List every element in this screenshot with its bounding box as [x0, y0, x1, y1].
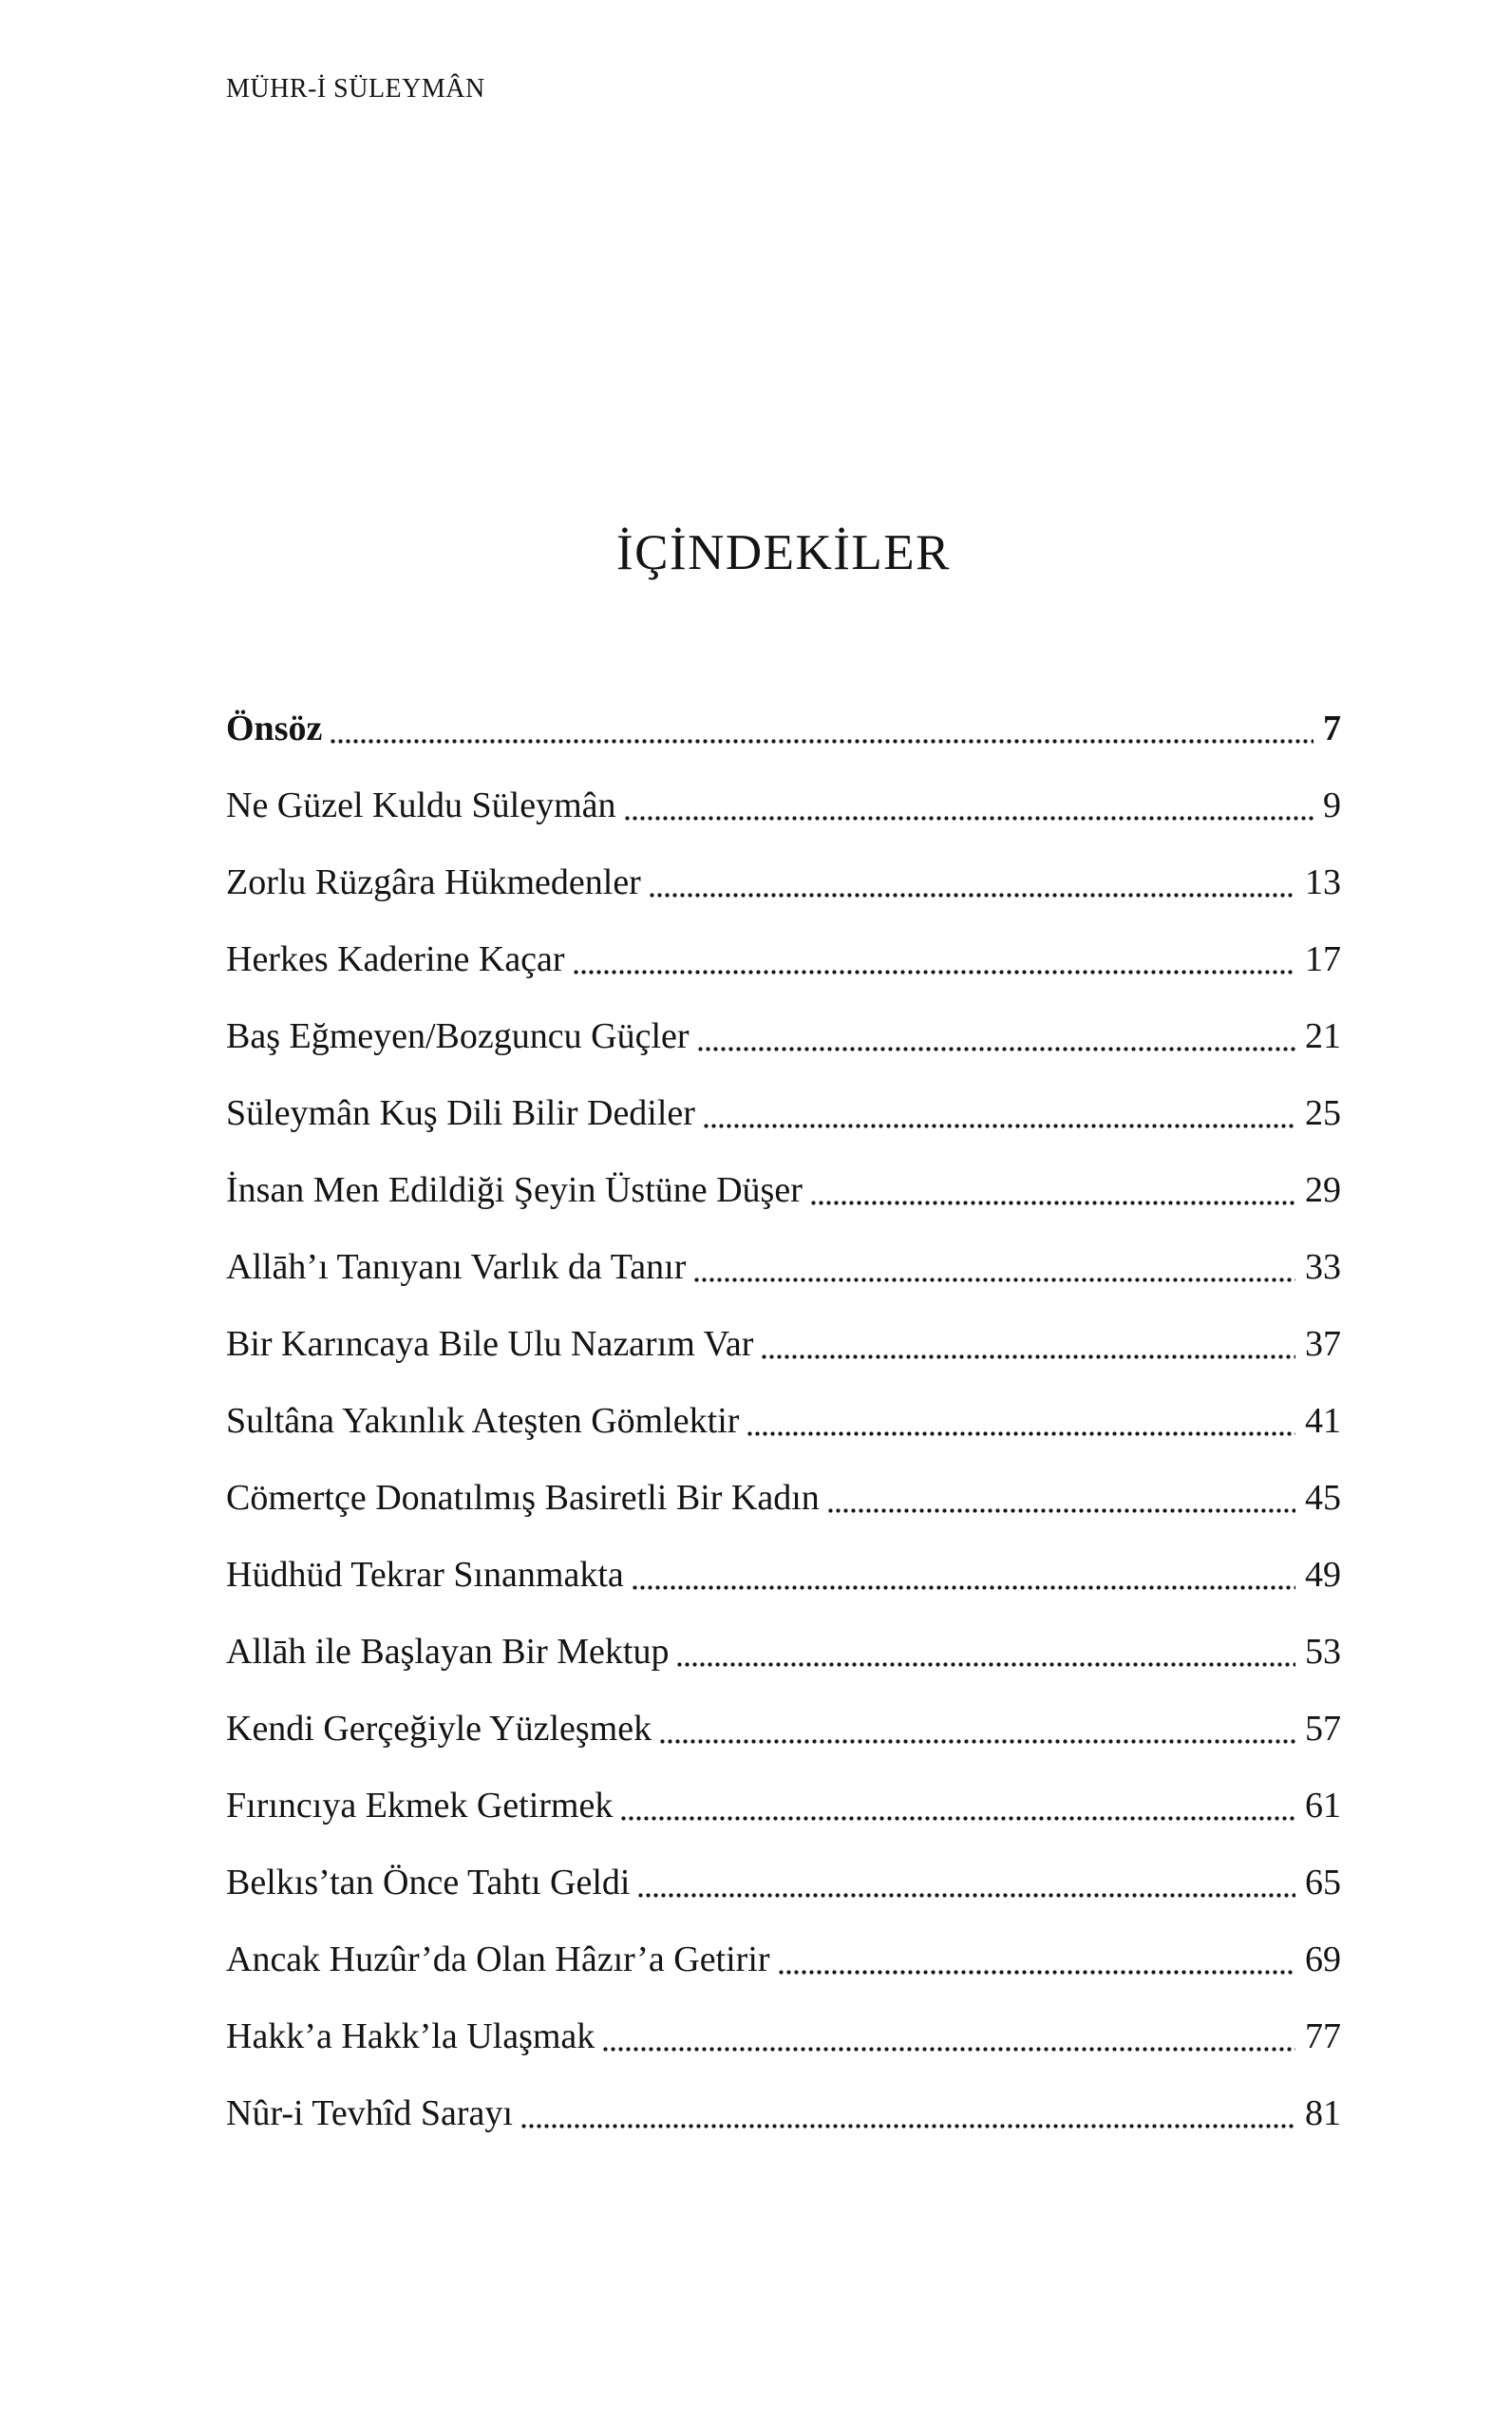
- toc-entry-page: 65: [1305, 1863, 1341, 1902]
- toc-entry-label: Allāh’ı Tanıyanı Varlık da Tanır: [226, 1247, 687, 1287]
- dots-leader: [521, 2124, 1295, 2129]
- toc-entry-label: Baş Eğmeyen/Bozguncu Güçler: [226, 1016, 690, 1056]
- toc-entry-label: Fırıncıya Ekmek Getirmek: [226, 1786, 614, 1826]
- toc-entry-label: Belkıs’tan Önce Tahtı Geldi: [226, 1863, 631, 1902]
- toc-entry-page: 33: [1305, 1247, 1341, 1287]
- toc-entry: [226, 1768, 1341, 1845]
- toc-entry-label: Hüdhüd Tekrar Sınanmakta: [226, 1555, 624, 1595]
- toc-entry: [226, 2075, 1341, 2152]
- dots-leader: [625, 816, 1314, 821]
- toc-entry-page: 29: [1305, 1170, 1341, 1210]
- toc-entry: [226, 1075, 1341, 1152]
- toc-entry: [226, 1921, 1341, 1998]
- toc-entry-label: İnsan Men Edildiği Şeyin Üstüne Düşer: [226, 1170, 803, 1210]
- dots-leader: [704, 1124, 1295, 1128]
- toc-entry-page: 53: [1305, 1632, 1341, 1672]
- dots-leader: [747, 1431, 1295, 1436]
- toc-entry-label: Zorlu Rüzgâra Hükmedenler: [226, 862, 641, 902]
- dots-leader: [762, 1354, 1295, 1359]
- toc-entry-label: Herkes Kaderine Kaçar: [226, 939, 565, 979]
- dots-leader: [811, 1201, 1295, 1205]
- running-header: MÜHR-İ SÜLEYMÂN: [226, 74, 485, 104]
- dots-leader: [698, 1047, 1295, 1051]
- dots-leader: [331, 739, 1314, 744]
- toc-entry: [226, 1537, 1341, 1614]
- dots-leader: [779, 1970, 1295, 1975]
- toc-entry-label: Nûr-i Tevhîd Sarayı: [226, 2093, 513, 2133]
- toc-entry: [226, 921, 1341, 998]
- toc-entry: [226, 691, 1341, 767]
- toc-entry-page: 21: [1305, 1016, 1341, 1056]
- toc-entry-label: Cömertçe Donatılmış Basiretli Bir Kadın: [226, 1478, 820, 1518]
- toc-entry: [226, 1152, 1341, 1229]
- dots-leader: [574, 970, 1295, 974]
- dots-leader: [694, 1277, 1295, 1282]
- toc-entry: [226, 1306, 1341, 1383]
- dots-leader: [633, 1585, 1295, 1590]
- dots-leader: [828, 1508, 1295, 1513]
- toc-entry: [226, 1845, 1341, 1921]
- dots-leader: [677, 1662, 1295, 1667]
- toc-entry-label: Hakk’a Hakk’la Ulaşmak: [226, 2016, 595, 2056]
- toc-entry: [226, 767, 1341, 844]
- toc-entry: [226, 1229, 1341, 1306]
- toc-entry-page: 77: [1305, 2016, 1341, 2056]
- dots-leader: [638, 1893, 1295, 1898]
- toc-entry-label: Süleymân Kuş Dili Bilir Dediler: [226, 1093, 695, 1133]
- toc-entry: [226, 1691, 1341, 1768]
- page-title: İÇİNDEKİLER: [615, 525, 952, 580]
- toc-entry-page: 9: [1323, 785, 1341, 825]
- toc-entry-label: Ne Güzel Kuldu Süleymân: [226, 785, 616, 825]
- toc-entry: [226, 1383, 1341, 1460]
- toc-entry-label: Kendi Gerçeğiyle Yüzleşmek: [226, 1709, 652, 1749]
- toc-entry-page: 41: [1305, 1401, 1341, 1441]
- toc-entry-page: 57: [1305, 1709, 1341, 1749]
- toc-entry: [226, 998, 1341, 1075]
- toc-entry-label: Allāh ile Başlayan Bir Mektup: [226, 1632, 670, 1672]
- dots-leader: [660, 1739, 1295, 1744]
- toc-entry-label: Bir Karıncaya Bile Ulu Nazarım Var: [226, 1324, 754, 1364]
- dots-leader: [603, 2047, 1295, 2052]
- toc-entry-page: 49: [1305, 1555, 1341, 1595]
- toc-entry: [226, 1614, 1341, 1691]
- toc-entry-page: 81: [1305, 2093, 1341, 2133]
- toc-entry-page: 25: [1305, 1093, 1341, 1133]
- toc-entry-page: 17: [1305, 939, 1341, 979]
- toc-entry-label: Ancak Huzûr’da Olan Hâzır’a Getirir: [226, 1939, 770, 1979]
- toc-entry: [226, 1998, 1341, 2075]
- toc-entry-page: 7: [1323, 709, 1341, 748]
- toc-entry-page: 13: [1305, 862, 1341, 902]
- toc-list: [226, 691, 1341, 2152]
- toc-entry-label: Önsöz: [226, 709, 323, 748]
- toc-entry: [226, 1460, 1341, 1537]
- toc-entry-page: 37: [1305, 1324, 1341, 1364]
- dots-leader: [650, 893, 1295, 898]
- toc-entry-label: Sultâna Yakınlık Ateşten Gömlektir: [226, 1401, 740, 1441]
- toc-entry-page: 69: [1305, 1939, 1341, 1979]
- toc-entry: [226, 844, 1341, 921]
- dots-leader: [621, 1816, 1295, 1821]
- toc-entry-page: 45: [1305, 1478, 1341, 1518]
- toc-entry-page: 61: [1305, 1786, 1341, 1826]
